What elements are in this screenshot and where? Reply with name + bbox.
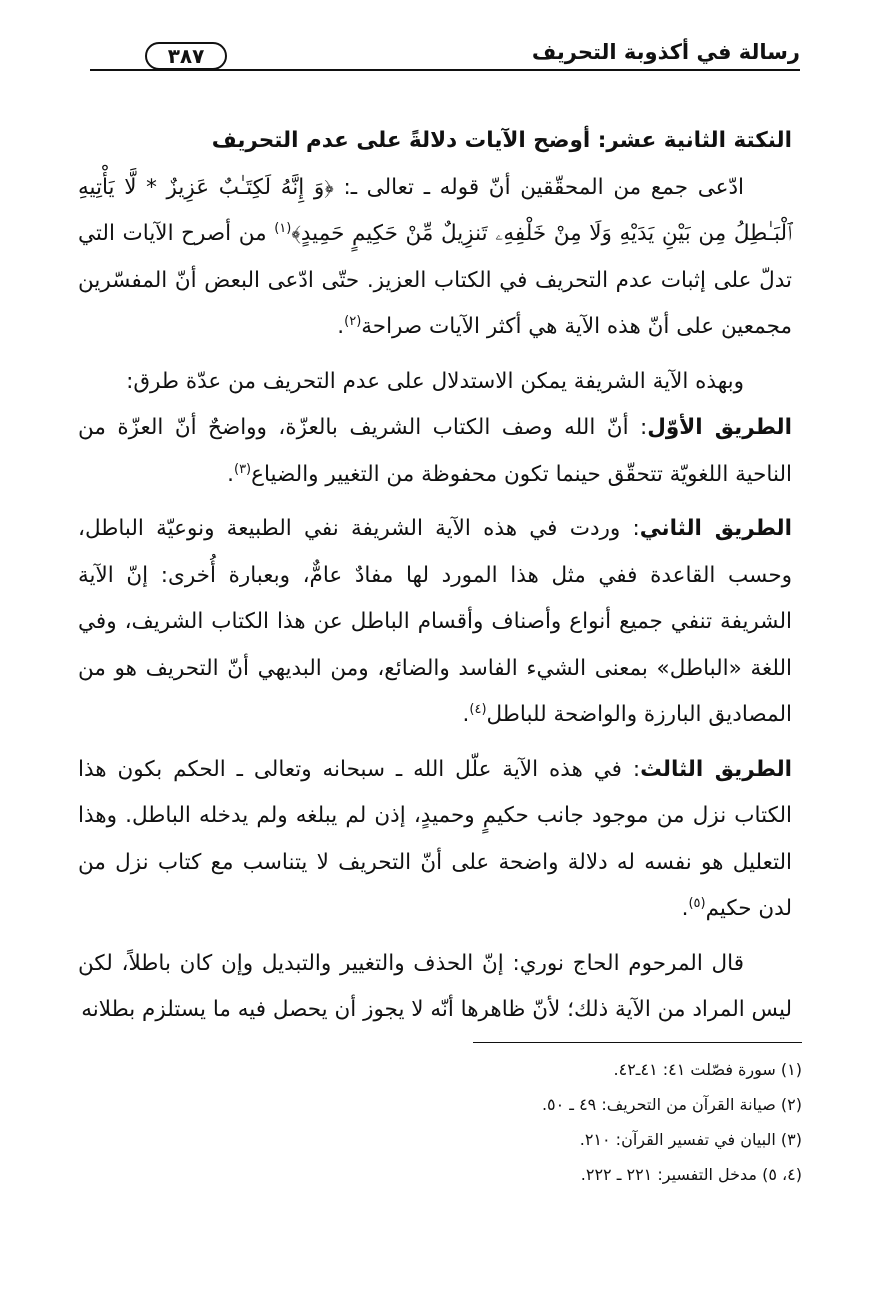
footnote-ref-3: (٣) bbox=[233, 461, 252, 477]
footnote-ref-2: (٢) bbox=[344, 313, 362, 329]
way-2-text: : وردت في هذه الآية الشريفة نفي الطبيعة ونوعيّة الباطل، وحسب القاعدة ففي مثل هذا المورد لها مفادٌ عامٌّ، وبعبارة أُخرى: إنّ الآية الشريفة تنفي جميع أنواع وأصناف وأقسام الباطل عن هذا الكتاب الشريف، وفي اللغة «الباطل» بمعنى الشيء الفاسد والضائع، ومن البديهي أنّ التحريف هو من المصاديق البارزة والواضحة للباطل bbox=[78, 516, 792, 727]
way-3-text: : في هذه الآية علّل الله ـ سبحانه وتعالى ـ الحكم بكون هذا الكتاب نزل من موجود جانب حكيمٍ وحميدٍ، إذن لم يبلغه ولم يدخله الباطل. وهذا التعليل هو نفسه له دلالة واضحة على أنّ التحريف لا يتناسب مع كتاب نزل من لدن حكيم bbox=[78, 756, 792, 921]
way-2-label: الطريق الثاني bbox=[639, 516, 792, 541]
way-3-label: الطريق الثالث bbox=[640, 756, 793, 782]
way-1-end: . bbox=[227, 461, 234, 487]
footnote-ref-1: (١) bbox=[274, 220, 292, 236]
intro-text: ادّعى جمع من المحقّقين أنّ قوله ـ تعالى ـ: ﴿وَ إِنَّهُ لَكِتَـٰبٌ عَزِيزٌ * لَّا يَأْتِيهِ ٱلْبَـٰطِلُ مِن بَيْنِ يَدَيْهِ وَلَا مِنْ خَلْفِهِۦ تَنزِيلٌ مِّنْ حَكِيمٍ حَمِيدٍ﴾ bbox=[78, 174, 792, 246]
way-1-label: الطريق الأوّل bbox=[647, 415, 792, 440]
way-2-end: . bbox=[462, 702, 470, 727]
page-header bbox=[90, 38, 800, 74]
main-text bbox=[78, 118, 792, 1034]
footnote-rule bbox=[473, 1042, 802, 1043]
footnote-ref-4: (٤) bbox=[469, 701, 487, 717]
footnote-item: (١) سورة فصّلت ٤١: ٤١ـ٤٢. bbox=[613, 1060, 802, 1079]
intro-rest: من أصرح الآيات التي تدلّ على إثبات عدم التحريف في الكتاب العزيز. حتّى ادّعى البعض أنّ المفسّرين مجمعين على أنّ هذه الآية هي أكثر الآيات صراحة bbox=[78, 221, 792, 339]
intro-end: . bbox=[337, 314, 345, 339]
quote-paragraph: قال المرحوم الحاج نوري: إنّ الحذف والتغيير والتبديل وإن كان باطلاً، لكن ليس المراد من الآية ذلك؛ لأنّ ظاهرها أنّه لا يجوز أن يحصل فيه ما يستلزم بطلانه bbox=[78, 950, 792, 1022]
running-title: رسالة في أكذوبة التحريف bbox=[531, 40, 800, 64]
way-2-paragraph bbox=[78, 506, 792, 739]
way-3-paragraph bbox=[78, 747, 792, 933]
ways-intro-paragraph: وبهذه الآية الشريفة يمكن الاستدلال على عدم التحريف من عدّة طرق: bbox=[126, 368, 744, 394]
section-heading: النكتة الثانية عشر: أوضح الآيات دلالةً على عدم التحريف bbox=[211, 128, 792, 153]
footnote-item: (٣) البيان في تفسير القرآن: ٢١٠. bbox=[579, 1130, 802, 1149]
way-1-paragraph bbox=[78, 405, 792, 498]
page-number: ٣٨٧ bbox=[145, 42, 227, 70]
footnote-ref-5: (٥) bbox=[688, 895, 706, 911]
header-rule bbox=[90, 69, 800, 71]
footnote-item: (٤، ٥) مدخل التفسير: ٢٢١ ـ ٢٢٢. bbox=[580, 1165, 802, 1184]
intro-paragraph bbox=[78, 165, 792, 351]
footnotes bbox=[400, 1052, 802, 1192]
way-3-end: . bbox=[681, 896, 689, 921]
footnote-item: (٢) صيانة القرآن من التحريف: ٤٩ ـ ٥٠. bbox=[541, 1095, 802, 1114]
way-1-text: : أنّ الله وصف الكتاب الشريف بالعزّة، وواضحٌ أنّ العزّة من الناحية اللغويّة تتحقّق حينما تكون محفوظة من التغيير والضياع bbox=[78, 415, 792, 487]
